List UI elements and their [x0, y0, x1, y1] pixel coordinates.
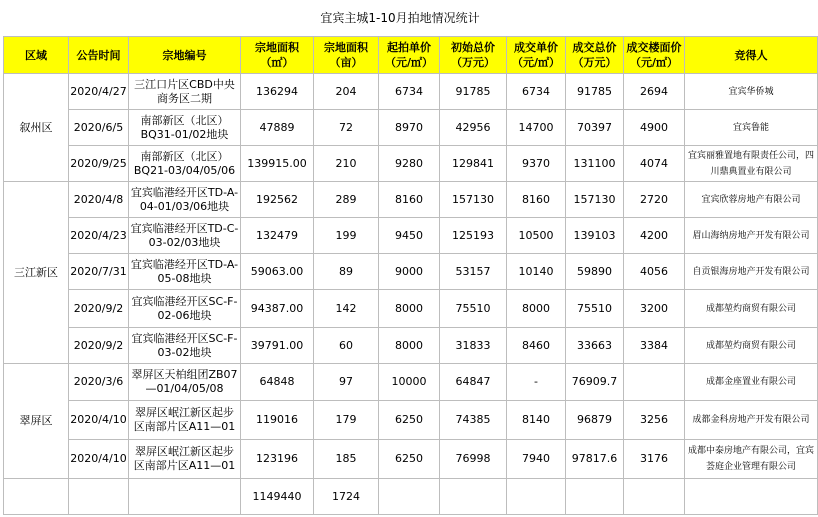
date-cell: 2020/4/8 [69, 182, 129, 218]
table-row [4, 74, 818, 110]
area-mu-cell: 210 [314, 146, 379, 182]
parcel-cell: 宜宾临港经开区TD-A-04-01/03/06地块 [129, 182, 241, 218]
date-cell: 2020/4/10 [69, 440, 129, 479]
deal-price-cell: 6734 [507, 74, 566, 110]
table-row [4, 364, 818, 401]
header-area-mu: 宗地面积（亩） [314, 37, 379, 74]
initial-total-cell: 75510 [440, 290, 507, 328]
date-cell: 2020/3/6 [69, 364, 129, 401]
empty-cell [379, 479, 440, 515]
parcel-cell: 宜宾临港经开区SC-F-02-06地块 [129, 290, 241, 328]
floor-price-cell: 4200 [624, 218, 685, 254]
deal-price-cell: 8140 [507, 401, 566, 440]
floor-price-cell: 3176 [624, 440, 685, 479]
initial-total-cell: 42956 [440, 110, 507, 146]
date-cell: 2020/6/5 [69, 110, 129, 146]
area-m2-cell: 123196 [241, 440, 314, 479]
floor-price-cell: 4056 [624, 254, 685, 290]
header-parcel: 宗地编号 [129, 37, 241, 74]
area-m2-cell: 119016 [241, 401, 314, 440]
table-row [4, 182, 818, 218]
deal-total-cell: 91785 [566, 74, 624, 110]
area-m2-cell: 94387.00 [241, 290, 314, 328]
buyer-cell: 眉山海纳房地产开发有限公司 [685, 218, 818, 254]
area-m2-cell: 192562 [241, 182, 314, 218]
total-area-m2-cell: 1149440 [241, 479, 314, 515]
start-price-cell: 6250 [379, 401, 440, 440]
start-price-cell: 8970 [379, 110, 440, 146]
table-row [4, 218, 818, 254]
header-deal-price: 成交单价（元/㎡） [507, 37, 566, 74]
deal-total-cell: 131100 [566, 146, 624, 182]
initial-total-cell: 74385 [440, 401, 507, 440]
floor-price-cell [624, 364, 685, 401]
floor-price-cell: 3256 [624, 401, 685, 440]
parcel-cell: 宜宾临港经开区TD-C-03-02/03地块 [129, 218, 241, 254]
area-m2-cell: 64848 [241, 364, 314, 401]
header-date: 公告时间 [69, 37, 129, 74]
land-auction-table [3, 36, 818, 515]
area-mu-cell: 204 [314, 74, 379, 110]
deal-price-cell: 9370 [507, 146, 566, 182]
deal-total-cell: 33663 [566, 328, 624, 364]
initial-total-cell: 129841 [440, 146, 507, 182]
header-start-price: 起拍单价（元/㎡） [379, 37, 440, 74]
page-title: 宜宾主城1-10月拍地情况统计 [320, 11, 480, 25]
initial-total-cell: 31833 [440, 328, 507, 364]
initial-total-cell: 125193 [440, 218, 507, 254]
start-price-cell: 8000 [379, 328, 440, 364]
table-row [4, 254, 818, 290]
date-cell: 2020/7/31 [69, 254, 129, 290]
empty-cell [566, 479, 624, 515]
area-m2-cell: 47889 [241, 110, 314, 146]
deal-price-cell: 8000 [507, 290, 566, 328]
start-price-cell: 9000 [379, 254, 440, 290]
parcel-cell: 翠屏区岷江新区起步区南部片区A11—01 [129, 440, 241, 479]
buyer-cell: 宜宾鲁能 [685, 110, 818, 146]
start-price-cell: 8160 [379, 182, 440, 218]
area-mu-cell: 72 [314, 110, 379, 146]
deal-total-cell: 96879 [566, 401, 624, 440]
start-price-cell: 10000 [379, 364, 440, 401]
initial-total-cell: 157130 [440, 182, 507, 218]
deal-price-cell: 10140 [507, 254, 566, 290]
region-cell: 叙州区 [4, 74, 69, 182]
parcel-cell: 宜宾临港经开区SC-F-03-02地块 [129, 328, 241, 364]
buyer-cell: 宜宾华侨城 [685, 74, 818, 110]
date-cell: 2020/4/23 [69, 218, 129, 254]
total-area-mu-cell: 1724 [314, 479, 379, 515]
date-cell: 2020/9/25 [69, 146, 129, 182]
empty-cell [624, 479, 685, 515]
area-mu-cell: 97 [314, 364, 379, 401]
buyer-cell: 成都金座置业有限公司 [685, 364, 818, 401]
parcel-cell: 南部新区（北区）BQ21-03/04/05/06 [129, 146, 241, 182]
deal-price-cell: 8460 [507, 328, 566, 364]
area-mu-cell: 199 [314, 218, 379, 254]
table-row [4, 290, 818, 328]
floor-price-cell: 4900 [624, 110, 685, 146]
area-m2-cell: 59063.00 [241, 254, 314, 290]
table-row [4, 401, 818, 440]
parcel-cell: 三江口片区CBD中央商务区二期 [129, 74, 241, 110]
area-m2-cell: 39791.00 [241, 328, 314, 364]
deal-total-cell: 139103 [566, 218, 624, 254]
floor-price-cell: 2720 [624, 182, 685, 218]
empty-cell [440, 479, 507, 515]
deal-price-cell: 14700 [507, 110, 566, 146]
header-row [4, 37, 818, 74]
header-floor-price: 成交楼面价（元/㎡） [624, 37, 685, 74]
area-mu-cell: 142 [314, 290, 379, 328]
deal-price-cell: 10500 [507, 218, 566, 254]
deal-total-cell: 97817.6 [566, 440, 624, 479]
table-row [4, 440, 818, 479]
empty-cell [4, 479, 69, 515]
region-cell: 三江新区 [4, 182, 69, 364]
deal-price-cell: 8160 [507, 182, 566, 218]
empty-cell [685, 479, 818, 515]
header-buyer: 竞得人 [685, 37, 818, 74]
deal-total-cell: 157130 [566, 182, 624, 218]
header-deal-total: 成交总价（万元） [566, 37, 624, 74]
floor-price-cell: 3384 [624, 328, 685, 364]
buyer-cell: 宜宾欣蓉房地产有限公司 [685, 182, 818, 218]
area-m2-cell: 132479 [241, 218, 314, 254]
start-price-cell: 9280 [379, 146, 440, 182]
date-cell: 2020/4/27 [69, 74, 129, 110]
area-m2-cell: 139915.00 [241, 146, 314, 182]
deal-total-cell: 75510 [566, 290, 624, 328]
parcel-cell: 宜宾临港经开区TD-A-05-08地块 [129, 254, 241, 290]
buyer-cell: 自贡银海房地产开发有限公司 [685, 254, 818, 290]
buyer-cell: 成都堃灼商贸有限公司 [685, 290, 818, 328]
start-price-cell: 6734 [379, 74, 440, 110]
empty-cell [507, 479, 566, 515]
floor-price-cell: 4074 [624, 146, 685, 182]
area-mu-cell: 60 [314, 328, 379, 364]
buyer-cell: 宜宾丽雅置地有限责任公司，四川鼎典置业有限公司 [685, 146, 818, 182]
empty-cell [129, 479, 241, 515]
deal-price-cell: 7940 [507, 440, 566, 479]
deal-total-cell: 76909.7 [566, 364, 624, 401]
start-price-cell: 8000 [379, 290, 440, 328]
start-price-cell: 6250 [379, 440, 440, 479]
start-price-cell: 9450 [379, 218, 440, 254]
area-mu-cell: 185 [314, 440, 379, 479]
parcel-cell: 南部新区（北区）BQ31-01/02地块 [129, 110, 241, 146]
table-row [4, 328, 818, 364]
area-mu-cell: 179 [314, 401, 379, 440]
buyer-cell: 成都堃灼商贸有限公司 [685, 328, 818, 364]
header-area-m2: 宗地面积（㎡） [241, 37, 314, 74]
table-row [4, 146, 818, 182]
date-cell: 2020/9/2 [69, 328, 129, 364]
initial-total-cell: 76998 [440, 440, 507, 479]
table-row [4, 110, 818, 146]
area-mu-cell: 289 [314, 182, 379, 218]
deal-total-cell: 59890 [566, 254, 624, 290]
empty-cell [69, 479, 129, 515]
area-mu-cell: 89 [314, 254, 379, 290]
date-cell: 2020/4/10 [69, 401, 129, 440]
buyer-cell: 成都金科房地产开发有限公司 [685, 401, 818, 440]
initial-total-cell: 64847 [440, 364, 507, 401]
parcel-cell: 翠屏区岷江新区起步区南部片区A11—01 [129, 401, 241, 440]
buyer-cell: 成都中泰房地产有限公司，宜宾荟庭企业管理有限公司 [685, 440, 818, 479]
floor-price-cell: 3200 [624, 290, 685, 328]
date-cell: 2020/9/2 [69, 290, 129, 328]
deal-price-cell: - [507, 364, 566, 401]
totals-row [4, 479, 818, 515]
deal-total-cell: 70397 [566, 110, 624, 146]
floor-price-cell: 2694 [624, 74, 685, 110]
parcel-cell: 翠屏区天柏组团ZB07—01/04/05/08 [129, 364, 241, 401]
header-region: 区域 [4, 37, 69, 74]
region-cell: 翠屏区 [4, 364, 69, 479]
header-initial-total: 初始总价（万元） [440, 37, 507, 74]
area-m2-cell: 136294 [241, 74, 314, 110]
initial-total-cell: 91785 [440, 74, 507, 110]
initial-total-cell: 53157 [440, 254, 507, 290]
